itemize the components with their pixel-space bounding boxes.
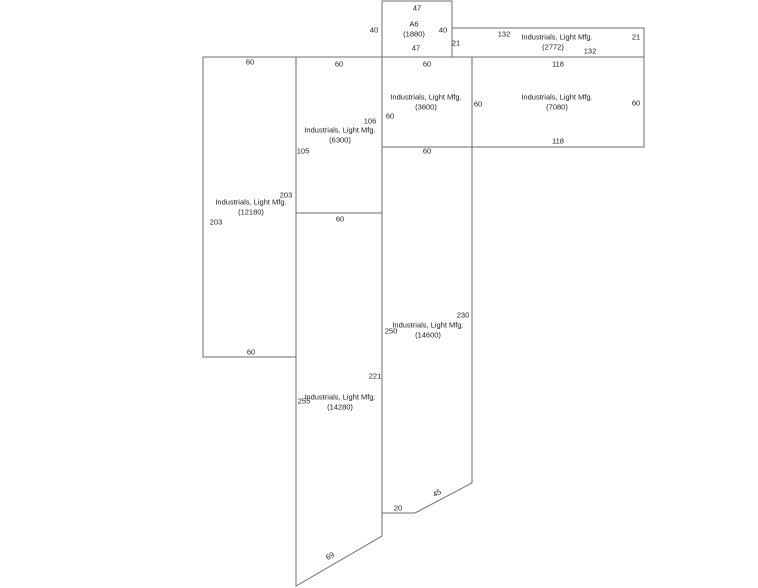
parcel-area: (7080) [546,102,568,112]
parcel-area: (14600) [415,330,441,340]
dim-label-top: 60 [422,146,432,156]
parcel-area: (2772) [542,42,564,52]
parcel-area: (6300) [329,135,351,145]
dim-label-left: 60 [473,99,483,109]
dim-label-diagonal: 45 [431,487,443,499]
dim-label-top: 60 [334,59,344,69]
dim-label-right: 203 [279,190,293,200]
dim-label-left: 60 [385,111,395,121]
parcel-name: Industrials, Light Mfg. [304,392,376,402]
parcel-name: Industrials, Light Mfg. [521,92,593,102]
dim-label-bottom: 118 [552,136,564,146]
dim-label-left: 203 [209,217,223,227]
dim-label-right: 60 [631,98,641,108]
dim-label-bottom: 47 [411,43,421,53]
dim-label-bottom: 132 [583,46,597,56]
dim-label-right: 221 [368,371,382,381]
dim-label-top: 118 [552,59,564,69]
dim-label-left: 21 [451,38,461,48]
dim-label-bottom: 20 [393,503,403,513]
dim-label-left: 105 [296,146,310,156]
parcel-name: Industrials, Light Mfg. [392,320,464,330]
parcel-name: Industrials, Light Mfg. [390,92,462,102]
dim-label-top: 47 [412,3,422,13]
parcel-area: (3600) [415,102,437,112]
dim-label-left: 40 [369,25,379,35]
dim-label-right: 230 [456,310,470,320]
dim-label-diagonal: 69 [324,550,336,562]
dim-label-right: 106 [363,116,377,126]
parcel-name: Industrials, Light Mfg. [521,32,593,42]
dim-label-right: 40 [438,25,448,35]
parcel-name: Industrials, Light Mfg. [304,125,376,135]
parcel-area: (1880) [403,29,425,39]
parcel-name: Industrials, Light Mfg. [215,197,287,207]
dim-label-bottom: 60 [246,347,256,357]
dim-label-top: 60 [422,59,432,69]
dim-label-top: 60 [245,57,255,67]
parcel-area: (12180) [238,207,264,217]
parcel-name: A6 [409,19,419,29]
dim-label-left: 255 [297,396,311,406]
dim-label-left: 250 [384,326,398,336]
dim-label-top: 60 [335,214,345,224]
dim-label-right: 21 [631,32,641,42]
dim-label-top: 132 [497,29,511,39]
parcel-area: (14280) [327,402,353,412]
